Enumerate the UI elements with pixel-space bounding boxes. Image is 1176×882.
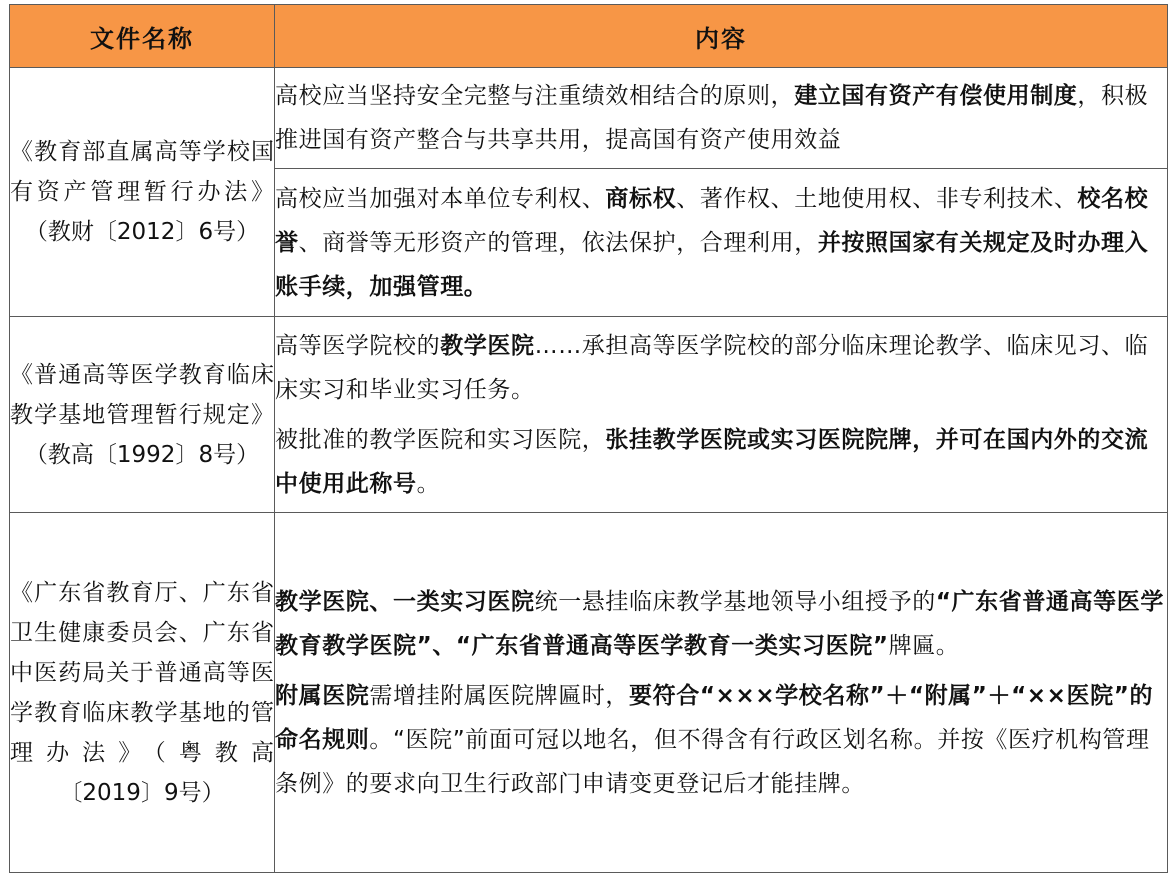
- content-text: 被批准的教学医院和实习医院，: [275, 426, 606, 453]
- file-name-cell: [10, 513, 275, 873]
- content-text-bold: 建立国有资产有偿使用制度: [794, 83, 1078, 109]
- content-paragraph: [275, 580, 1167, 668]
- file-name-cell: [10, 317, 275, 513]
- content-cell: [275, 169, 1168, 317]
- header-content: 内容: [275, 5, 1168, 68]
- content-cell: [275, 68, 1168, 169]
- content-text: 统一悬挂临床教学基地领导小组授予的: [534, 588, 936, 615]
- file-name: 《广东省教育厅、广东省卫生健康委员会、广东省中医药局关于普通高等医学教育临床教学基地的管理办法》（粤教高〔2019〕9号）: [10, 579, 274, 806]
- table-row: [10, 513, 1168, 873]
- file-name: 《普通高等医学教育临床教学基地管理暂行规定》（教高〔1992〕8号）: [10, 361, 274, 468]
- table-header-row: [10, 5, 1168, 68]
- content-text-bold: 商标权: [605, 185, 677, 212]
- file-name-cell: [10, 68, 275, 317]
- content-text-bold: “广东省普通高等医学教育教学医院”、“广东省普通高等医学教育一类实习医院”: [275, 588, 1164, 659]
- content-text: ，积极推进国有资产整合与共享共用，提高国有资产使用效益: [275, 83, 1149, 153]
- content-text: ……承担高等医学院校的部分临床理论教学、临床见习、临床实习和毕业实习任务。: [275, 332, 1149, 403]
- content-text-bold: 并按照国家有关规定及时办理入账手续，加强管理。: [275, 229, 1149, 300]
- content-text: 牌匾。: [888, 632, 960, 659]
- table-row: [10, 68, 1168, 169]
- content-text-bold: 要符合“×××学校名称”＋“附属”＋“××医院”的命名规则: [275, 682, 1154, 753]
- content-paragraph: [275, 74, 1167, 162]
- content-text: 需增挂附属医院牌匾时，: [369, 682, 630, 709]
- content-text: 高校应当坚持安全完整与注重绩效相结合的原则，: [275, 83, 795, 109]
- content-text-bold: 附属医院: [275, 682, 370, 709]
- header-file-name: 文件名称: [10, 5, 275, 68]
- content-text: 高等医学院校的: [275, 332, 441, 359]
- content-text: 、商誉等无形资产的管理，依法保护，合理利用，: [298, 229, 818, 256]
- content-text: 高校应当加强对本单位专利权、: [275, 185, 606, 212]
- content-cell: [275, 317, 1168, 513]
- content-paragraph: [275, 177, 1167, 309]
- content-text: 。“医院”前面可冠以地名，但不得含有行政区划名称。并按《医疗机构管理条例》的要求向卫生行政部门申请变更登记后才能挂牌。: [275, 726, 1150, 797]
- content-cell: [275, 513, 1168, 873]
- file-name: 《教育部直属高等学校国有资产管理暂行办法》（教财〔2012〕6号）: [10, 139, 274, 245]
- content-text-bold: 张挂教学医院或实习医院院牌，并可在国内外的交流中使用此称号: [275, 426, 1149, 497]
- content-text: 。: [416, 470, 441, 497]
- document-table: [9, 4, 1168, 873]
- content-text-bold: 教学医院、一类实习医院: [275, 588, 535, 615]
- content-paragraph: [275, 324, 1167, 412]
- content-text: 、著作权、土地使用权、非专利技术、: [676, 185, 1078, 212]
- content-text-bold: 校名校誉: [275, 185, 1149, 256]
- content-text-bold: 教学医院: [440, 332, 535, 359]
- table-row: [10, 317, 1168, 513]
- content-paragraph: [275, 674, 1167, 806]
- content-paragraph: [275, 418, 1167, 506]
